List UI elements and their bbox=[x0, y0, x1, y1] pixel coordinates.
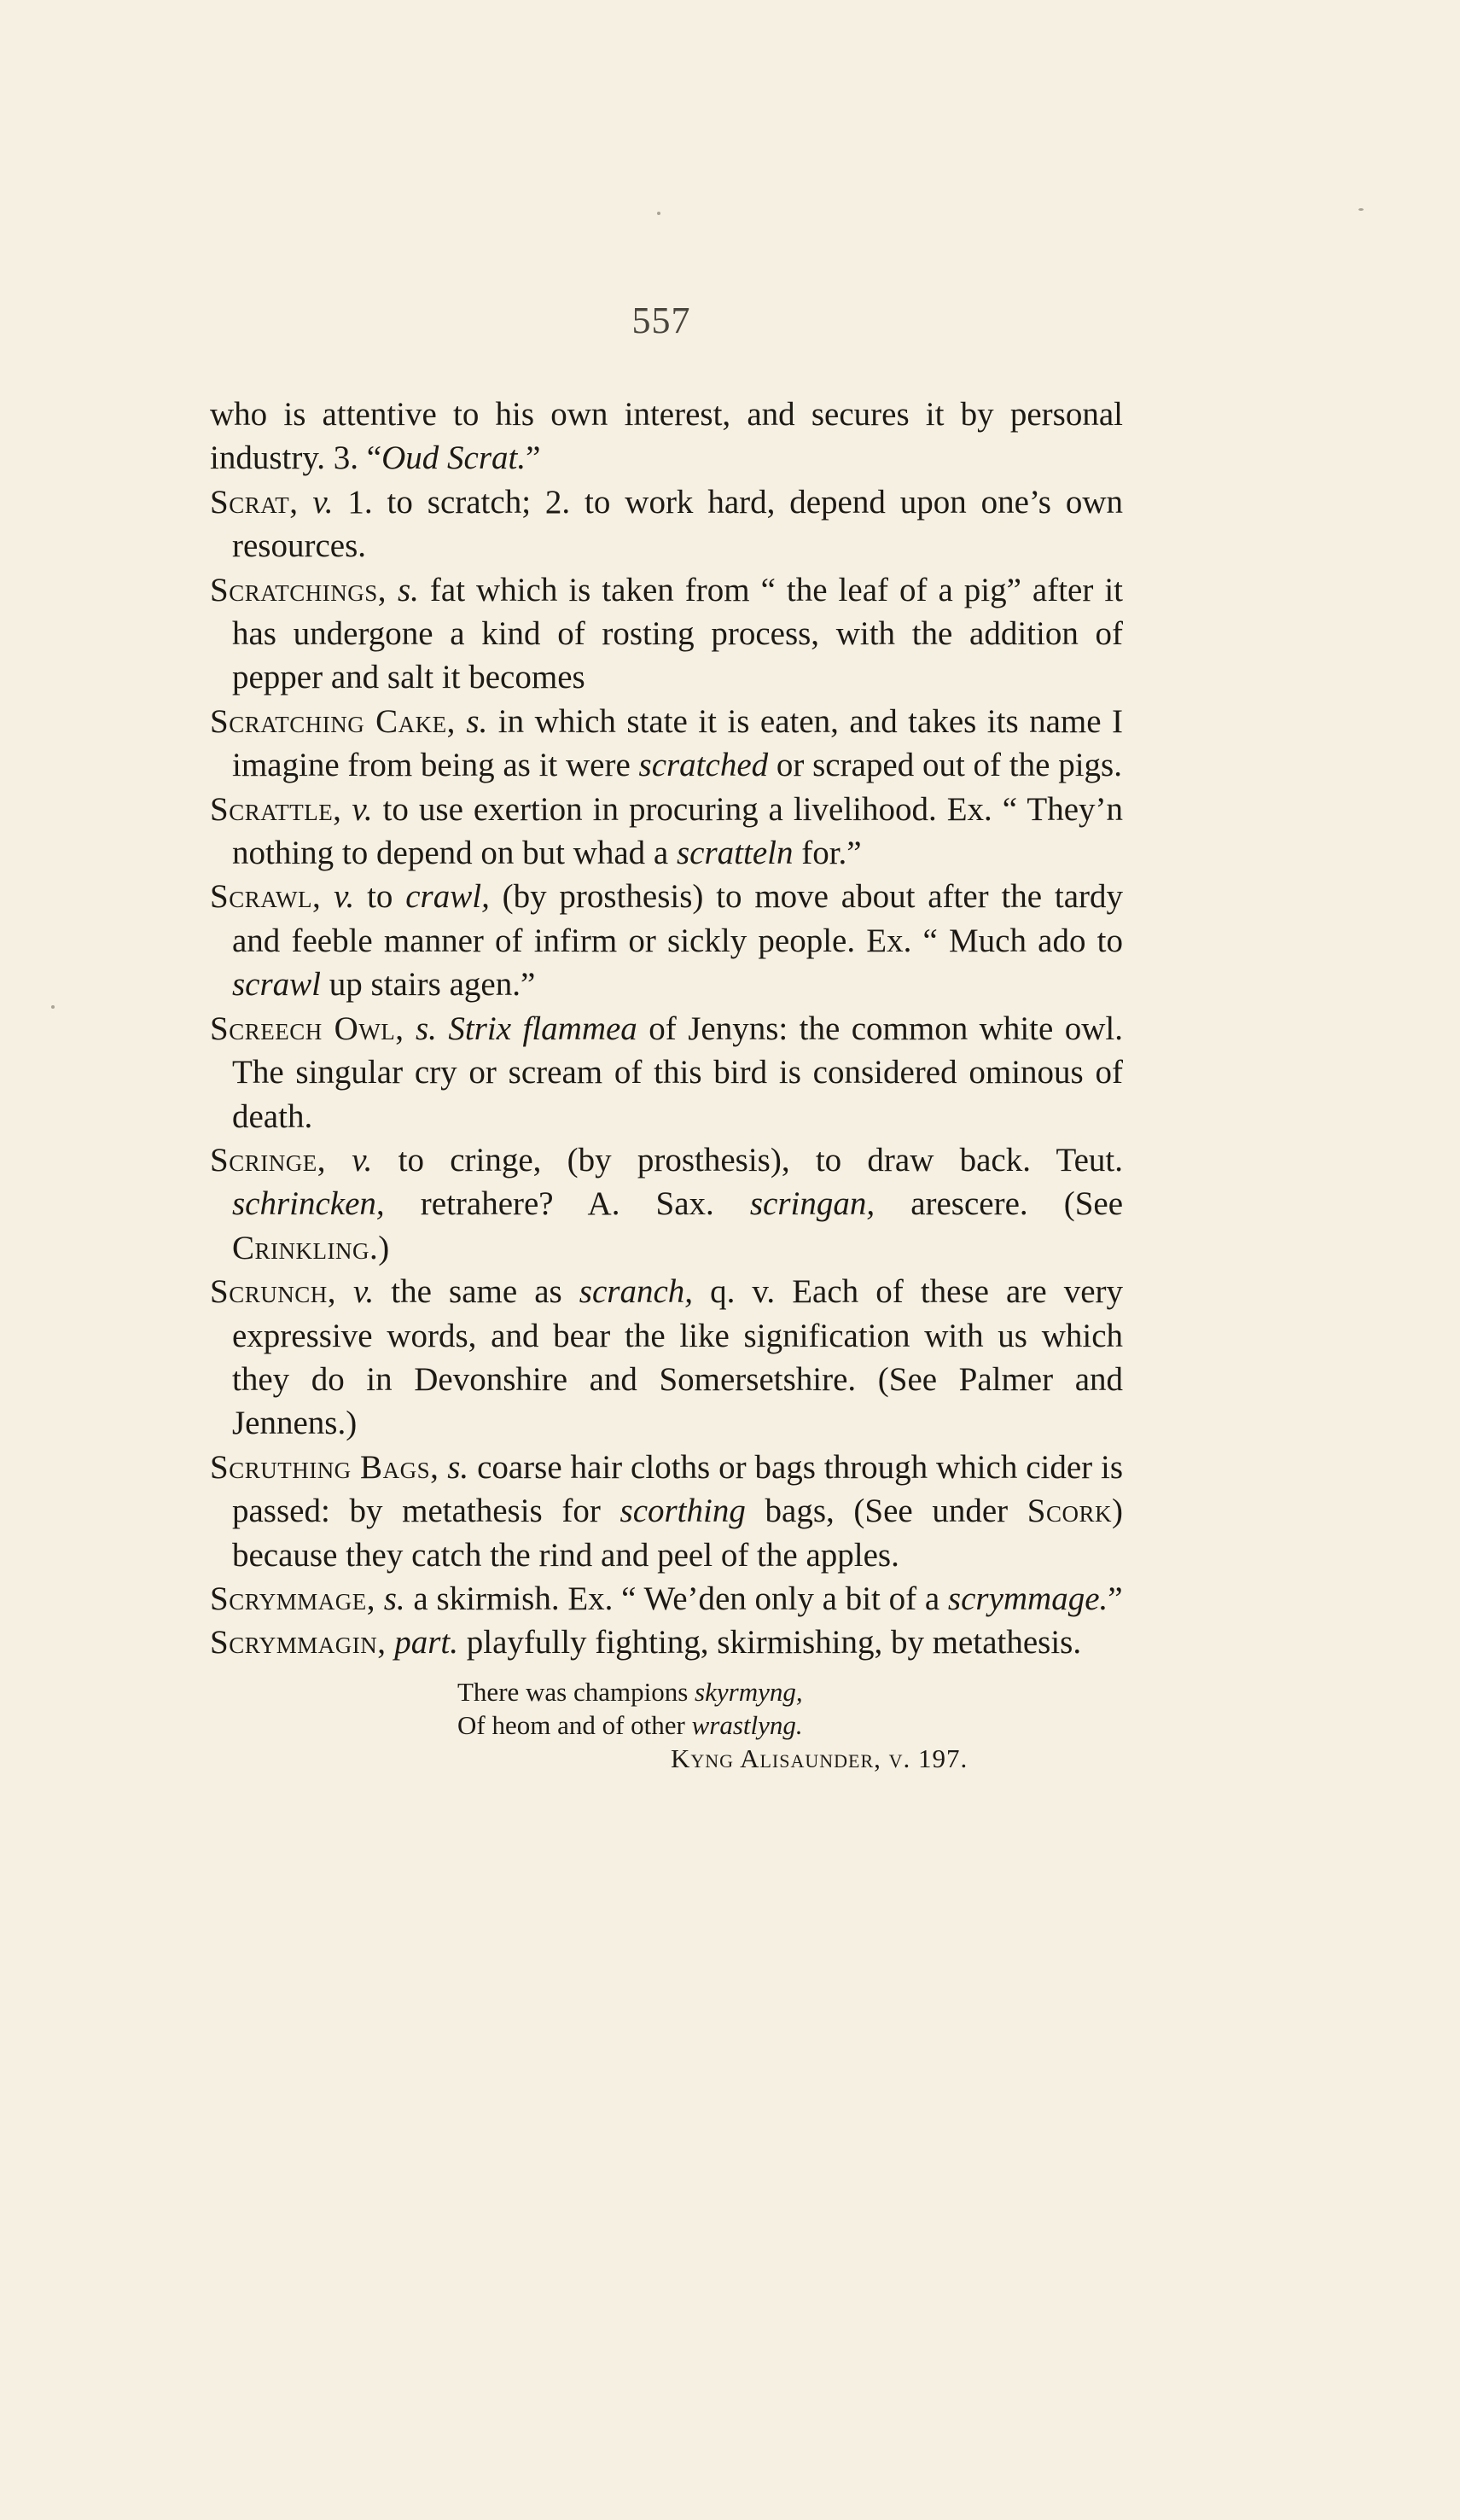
definition: a skirmish. Ex. “ We’den only a bit of a bbox=[413, 1580, 940, 1617]
definition-italic: schrincken, bbox=[232, 1185, 385, 1223]
definition: the same as bbox=[391, 1273, 562, 1311]
definition: bags, (See under bbox=[765, 1493, 1009, 1530]
headword: Screech Owl, bbox=[210, 1010, 404, 1047]
continuation-italic: Oud Scrat. bbox=[381, 439, 526, 477]
definition: q. v. Each of these are very expressive words, and bear the like signification with us which they do in Devonshire and Somersetshire. (See Palmer and Jennens.) bbox=[232, 1273, 1124, 1442]
part-of-speech: v. bbox=[334, 878, 355, 916]
continuation-text: who is attentive to his own interest, and secures it by personal industry. 3. “ bbox=[210, 396, 1123, 477]
continuation-paragraph bbox=[210, 393, 1123, 480]
entry-scrunch bbox=[210, 1270, 1123, 1446]
entry-scratchings bbox=[210, 568, 1123, 700]
entry-scrawl bbox=[210, 875, 1123, 1006]
headword: Scrattle, bbox=[210, 790, 342, 828]
definition: or scraped out of the pigs. bbox=[776, 747, 1122, 784]
part-of-speech: v. bbox=[352, 1141, 373, 1179]
part-of-speech: s. bbox=[466, 702, 488, 740]
definition: for.” bbox=[801, 835, 862, 872]
definition: to cringe, (by prosthesis), to draw back. Teut. bbox=[398, 1141, 1124, 1179]
paper-speck bbox=[1358, 208, 1364, 211]
part-of-speech: v. bbox=[352, 790, 373, 828]
headword: Scringe, bbox=[210, 1141, 326, 1179]
verse-attribution: Kyng Alisaunder, v. 197. bbox=[671, 1743, 968, 1773]
verse-text: Of heom and of other bbox=[457, 1709, 685, 1740]
definition: retrahere? A. Sax. bbox=[420, 1185, 714, 1223]
entry-scrattle bbox=[210, 788, 1123, 876]
definition: 1. to scratch; 2. to work hard, depend upon one’s own resources. bbox=[232, 483, 1124, 565]
continuation-text-end: ” bbox=[526, 439, 541, 477]
verse-line-2 bbox=[457, 1708, 1123, 1742]
verse-line-1 bbox=[457, 1675, 1123, 1708]
part-of-speech: s. bbox=[397, 571, 419, 608]
definition-italic: scratched bbox=[638, 747, 769, 784]
part-of-speech: s. bbox=[383, 1580, 405, 1617]
part-of-speech: s. bbox=[447, 1448, 469, 1486]
headword: Scruthing Bags, bbox=[210, 1448, 439, 1486]
part-of-speech: s. bbox=[416, 1010, 437, 1047]
cross-reference: Scork bbox=[1027, 1493, 1113, 1530]
part-of-speech: v. bbox=[312, 483, 334, 521]
paper-speck bbox=[51, 1005, 55, 1009]
definition: (by prosthesis) to move about after the tardy and feeble manner of infirm or sickly people. Ex. “ Much ado to bbox=[232, 878, 1124, 959]
headword: Scrawl, bbox=[210, 878, 322, 916]
definition-italic: scorthing bbox=[619, 1493, 746, 1530]
definition: arescere. (See bbox=[910, 1185, 1124, 1223]
definition-italic: scratteln bbox=[677, 835, 794, 872]
headword: Scrunch, bbox=[210, 1273, 336, 1311]
paper-speck bbox=[657, 212, 660, 215]
definition: up stairs agen.” bbox=[329, 966, 536, 1004]
definition: to bbox=[367, 878, 393, 916]
entry-screech-owl bbox=[210, 1007, 1123, 1138]
part-of-speech: v. bbox=[353, 1273, 375, 1311]
definition: ) because they catch the rind and peel of the apples. bbox=[232, 1493, 1124, 1574]
text-column bbox=[210, 393, 1123, 1775]
headword: Scrymmagin, bbox=[210, 1624, 387, 1662]
verse-italic: skyrmyng, bbox=[695, 1676, 803, 1707]
definition-italic: scringan, bbox=[749, 1185, 875, 1223]
entry-scrymmage bbox=[210, 1577, 1123, 1621]
headword: Scratching Cake, bbox=[210, 702, 456, 740]
definition-italic: scranch, bbox=[579, 1273, 694, 1311]
verse-text: There was champions bbox=[457, 1676, 689, 1707]
entry-scringe bbox=[210, 1138, 1123, 1270]
entry-scruthing-bags bbox=[210, 1446, 1123, 1577]
cross-reference: Crinkling. bbox=[232, 1229, 379, 1266]
definition: playfully fighting, skirmishing, by metathesis. bbox=[466, 1624, 1082, 1662]
definition: ” bbox=[1108, 1580, 1123, 1617]
definition-italic: crawl, bbox=[405, 878, 490, 916]
headword: Scrat, bbox=[210, 483, 299, 521]
verse-quotation bbox=[210, 1675, 1123, 1775]
definition: of Jenyns: the common white owl. The singular cry or scream of this bird is considered ominous of death. bbox=[232, 1010, 1124, 1135]
headword: Scrymmage, bbox=[210, 1580, 375, 1617]
entry-scrymmagin bbox=[210, 1621, 1123, 1664]
entry-scrat bbox=[210, 480, 1123, 568]
headword: Scratchings, bbox=[210, 571, 387, 608]
definition: to use exertion in procuring a livelihood. Ex. “ They’n nothing to depend on but whad a bbox=[232, 790, 1123, 872]
definition: fat which is taken from “ the leaf of a pig” after it has undergone a kind of rosting process, with the addition of pepper and salt it becomes bbox=[232, 571, 1124, 696]
entry-scratching-cake bbox=[210, 700, 1123, 788]
definition: ) bbox=[378, 1229, 390, 1266]
verse-italic: wrastlyng. bbox=[691, 1709, 803, 1740]
definition-italic: scrawl bbox=[232, 966, 322, 1004]
definition-italic: scrymmage. bbox=[947, 1580, 1108, 1617]
page-number: 557 bbox=[631, 300, 691, 341]
definition: coarse hair cloths or bags through which cider is passed: by metathesis for bbox=[232, 1448, 1124, 1530]
definition: in which state it is eaten, and takes its name I imagine from being as it were bbox=[232, 702, 1123, 784]
definition-italic: Strix flammea bbox=[448, 1010, 637, 1047]
part-of-speech: part. bbox=[394, 1624, 458, 1662]
